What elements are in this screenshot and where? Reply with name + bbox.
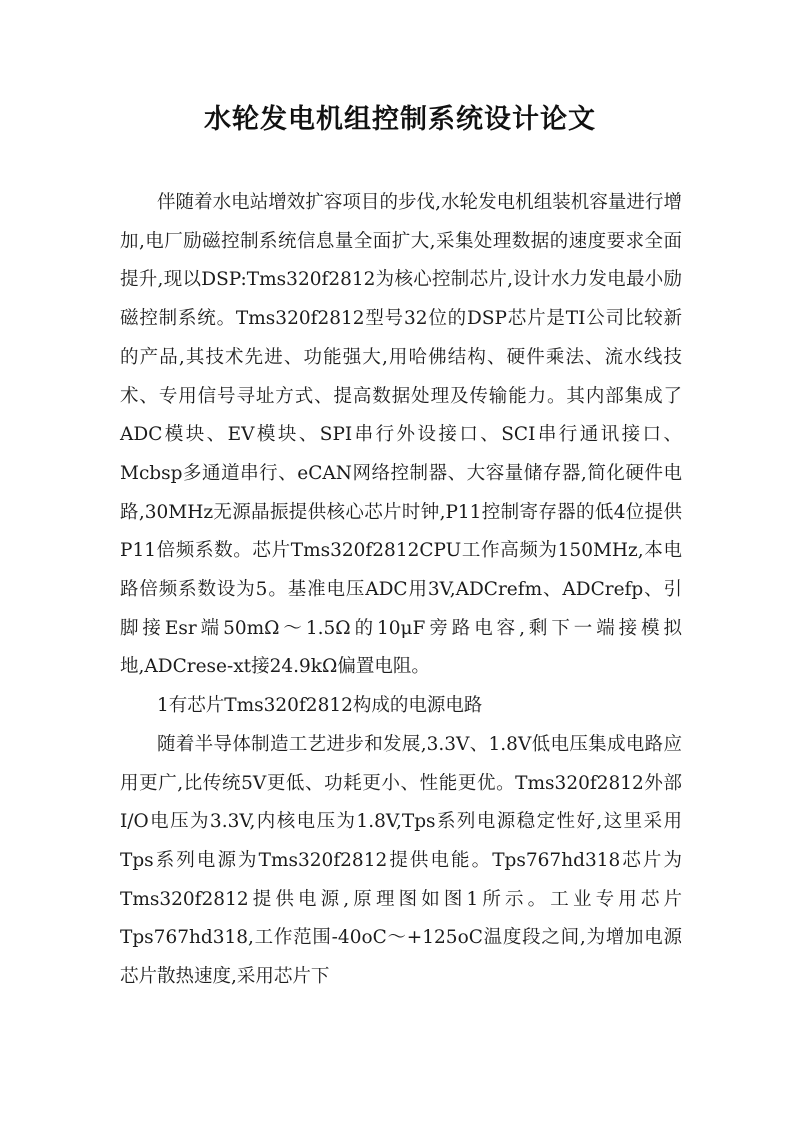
- paragraph-power-supply: 随着半导体制造工艺进步和发展,3.3V、1.8V低电压集成电路应用更广,比传统5V更低、功耗更小、性能更优。Tms320f2812外部I/O电压为3.3V,内核电压为1.8V,Tps系列电源稳定性好,这里采用Tps系列电源为Tms320f2812提供电能。Tps767hd318芯片为Tms320f2812提供电源,原理图如图1所示。工业专用芯片Tps767hd318,工作范围-40oC～+125oC温度段之间,为增加电源芯片散热速度,采用芯片下: [120, 733, 682, 988]
- paragraph-intro: 伴随着水电站增效扩容项目的步伐,水轮发电机组装机容量进行增加,电厂励磁控制系统信息量全面扩大,采集处理数据的速度要求全面提升,现以DSP:Tms320f2812为核心控制芯片,设计水力发电最小励磁控制系统。Tms320f2812型号32位的DSP芯片是TI公司比较新的产品,其技术先进、功能强大,用哈佛结构、硬件乘法、流水线技术、专用信号寻址方式、提高数据处理及传输能力。其内部集成了ADC模块、EV模块、SPI串行外设接口、SCI串行通讯接口、Mcbsp多通道串行、eCAN网络控制器、大容量储存器,简化硬件电路,30MHz无源晶振提供核心芯片时钟,P11控制寄存器的低4位提供P11倍频系数。芯片Tms320f2812CPU工作高频为150MHz,本电路倍频系数设为5。基准电压ADC用3V,ADCrefm、ADCrefp、引脚接Esr端50mΩ～1.5Ω的10μF旁路电容,剩下一端接模拟地,ADCrese-xt接24.9kΩ偏置电阻。: [120, 192, 682, 678]
- document-body: [120, 184, 682, 997]
- document-title: 水轮发电机组控制系统设计论文: [204, 104, 596, 135]
- section-heading-power-circuit: 1有芯片Tms320f2812构成的电源电路: [157, 695, 483, 717]
